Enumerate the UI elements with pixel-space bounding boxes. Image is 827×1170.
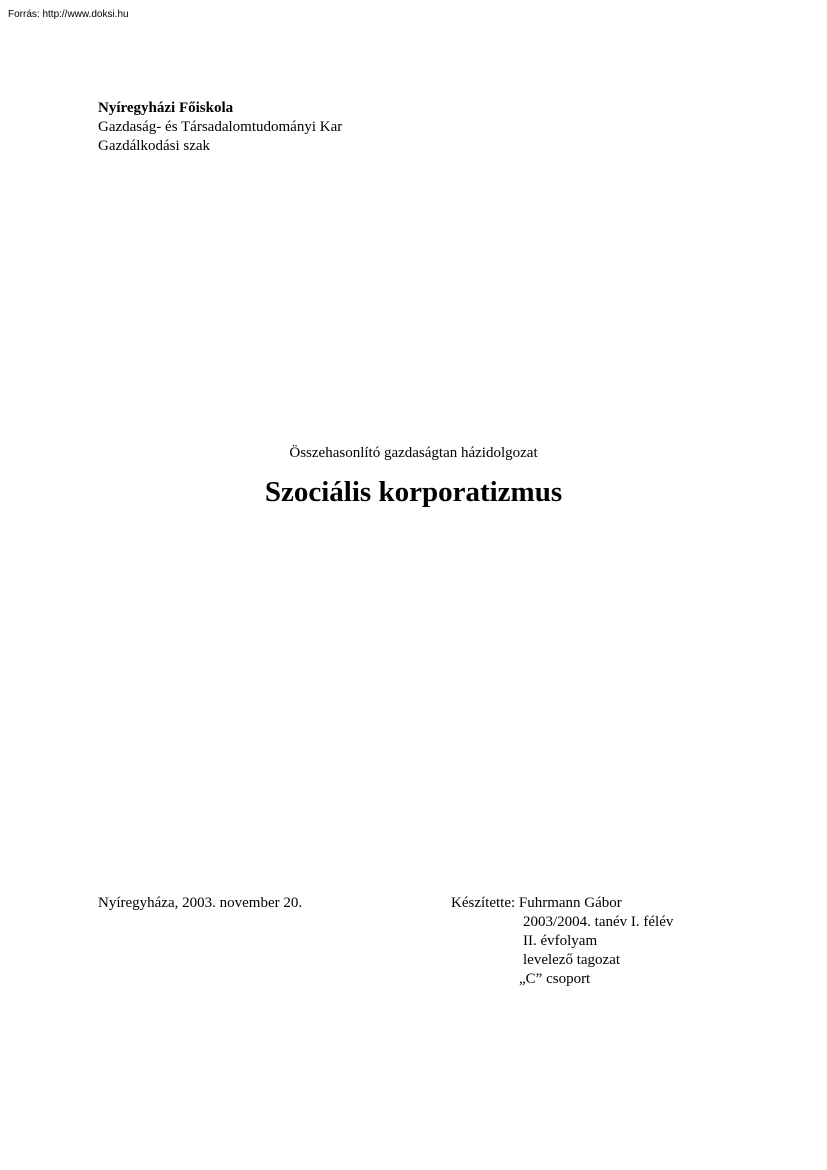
year-line: II. évfolyam (523, 933, 598, 949)
faculty-name: Gazdaság- és Társadalomtudományi Kar (98, 119, 343, 135)
document-subtitle: Összehasonlító gazdaságtan házidolgozat (289, 445, 538, 461)
place-date: Nyíregyháza, 2003. november 20. (98, 895, 303, 911)
program-name: Gazdálkodási szak (98, 138, 211, 154)
author-line: Készítette: Fuhrmann Gábor (451, 895, 622, 911)
author-block (451, 894, 673, 989)
document-title: Szociális korporatizmus (264, 476, 563, 508)
group-line: „C” csoport (519, 971, 591, 987)
source-line: Forrás: http://www.doksi.hu (8, 9, 129, 20)
study-mode-line: levelező tagozat (523, 952, 621, 968)
semester-line: 2003/2004. tanév I. félév (523, 914, 674, 930)
institution-name: Nyíregyházi Főiskola (98, 100, 234, 116)
institution-block (98, 99, 342, 156)
